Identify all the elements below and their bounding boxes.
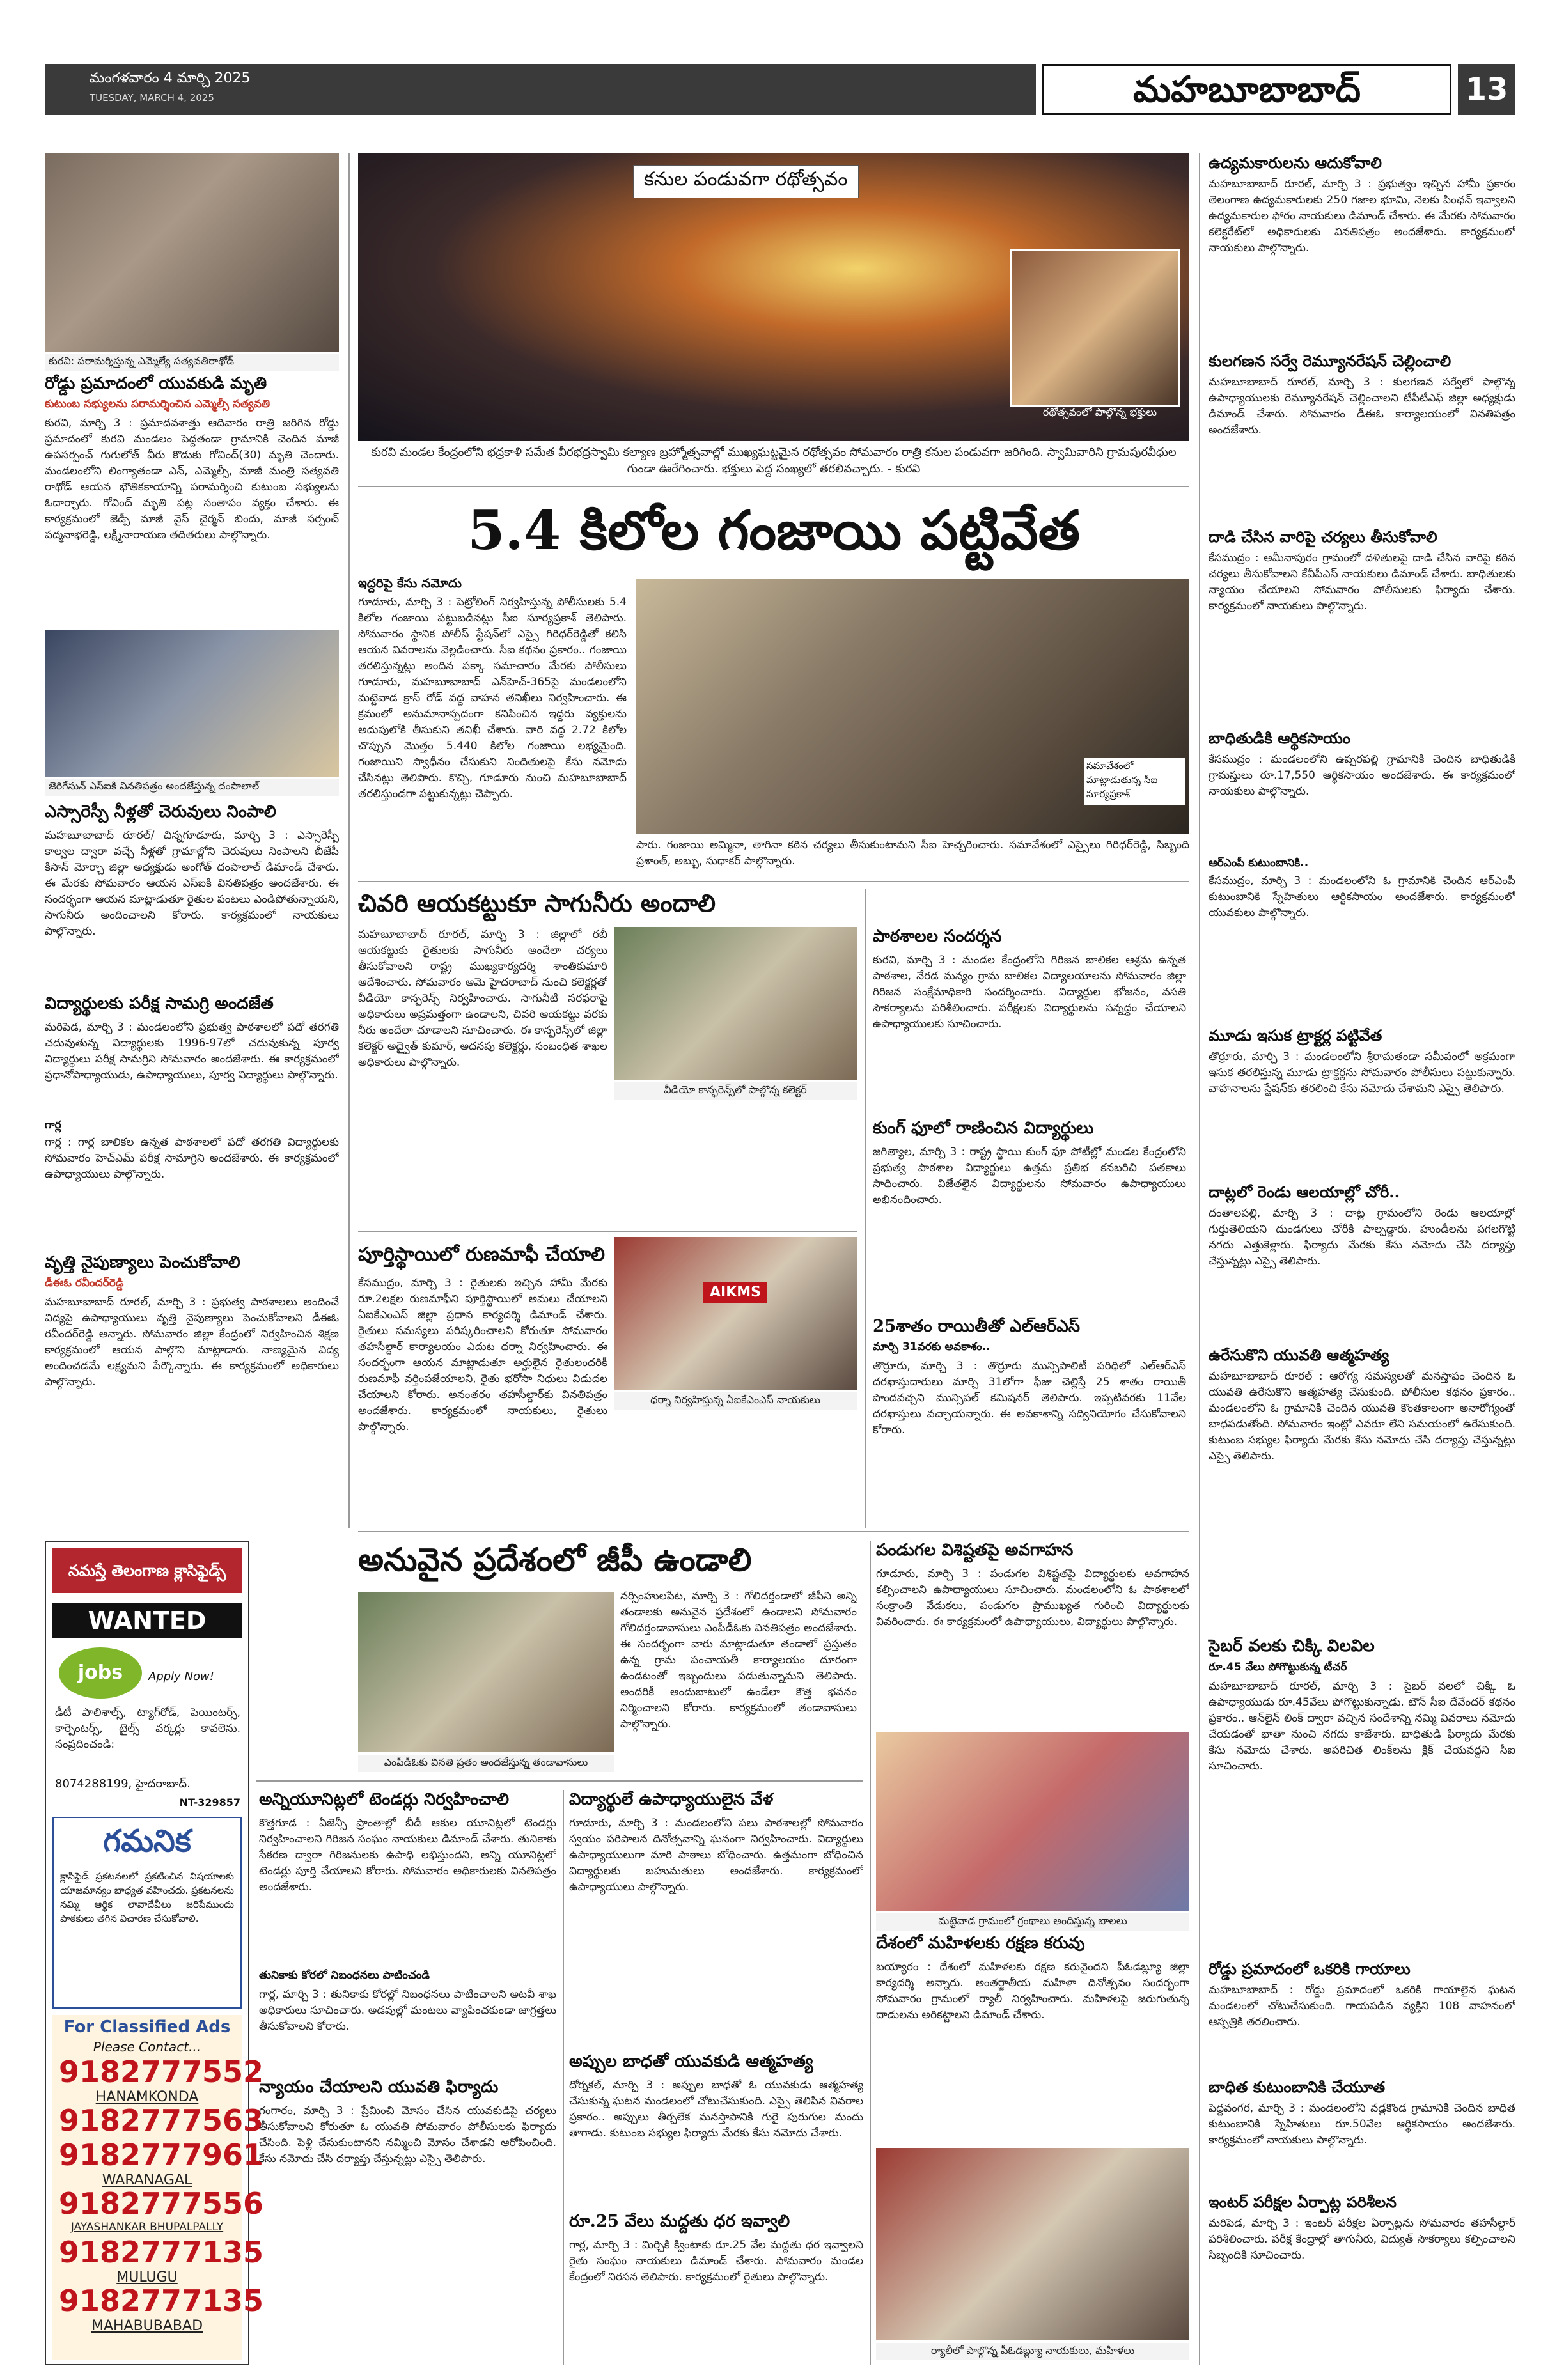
story-headline: రూ.25 వేలు మద్దతు ధర ఇవ్వాలి	[569, 2212, 790, 2231]
section-divider	[256, 1780, 863, 1782]
story-body: మహబూబాబాద్ రూరల్, మార్చి 3 : కులగణన సర్వేలో పాల్గొన్న ఉపాధ్యాయులకు రెమ్యూనరేషన్ చెల్లించాలని టీపీటీఎఫ్ జిల్లా అధ్యక్షుడు డిమాండ్ చేశారు. సోమవారం డీఈఓ కార్యాలయంలో వినతిపత్రం అందజేశారు.	[1209, 376, 1515, 437]
classifieds-column	[45, 1541, 264, 2365]
contact-phone[interactable]: 9182777135	[59, 2283, 264, 2318]
story-headline: రోడ్డు ప్రమాదంలో ఒకరికి గాయాలు	[1209, 1959, 1411, 1978]
contact-city: HANAMKONDA	[95, 2089, 199, 2105]
story-headline: రోడ్డు ప్రమాదంలో యువకుడి మృతి	[45, 374, 267, 393]
classified-contacts	[52, 2015, 264, 2360]
column-divider	[1199, 153, 1200, 2365]
story-body: తొర్రూరు, మార్చి 3 : తొర్రూరు మున్సిపాలిటీ పరిధిలో ఎల్ఆర్ఎస్ దరఖాస్తుదారులు మార్చి 31లోగా ఫీజు చెల్లిస్తే 25 శాతం రాయితీ పొందవచ్చని మున్సిపల్ కమిషనర్ తెలిపారు. ఇప్పటివరకు 11వేల దరఖాస్తులు వచ్చాయన్నారు. ఈ అవకాశాన్ని సద్వినియోగం చేసుకోవాలని కోరారు.	[873, 1360, 1186, 1436]
column-divider	[348, 153, 350, 1528]
masthead-bar	[45, 64, 1036, 115]
jobs-logo	[59, 1647, 142, 1699]
story-body: మహబూబాబాద్ రూరల్, మార్చి 3 : సైబర్ వలలో చిక్కి ఓ ఉపాధ్యాయుడు రూ.45వేలు పోగొట్టుకున్నాడు. టౌన్ సీఐ దేవేందర్ కథనం ప్రకారం.. ఆన్‌లైన్ లింక్ ద్వారా వచ్చిన సందేశాన్ని నమ్మి వివరాలు నమోదు చేయడంతో ఖాతా నుంచి నగదు కాజేశారు. బాధితుడి ఫిర్యాదు మేరకు కేసు నమోదు చేశారు. అపరిచిత లింక్‌లను క్లిక్ చేయవద్దని సీఐ సూచించారు.	[1209, 1680, 1515, 1773]
story-headline: మూడు ఇసుక ట్రాక్టర్ల పట్టివేత	[1209, 1026, 1382, 1045]
lead-banner-caption: కనుల పండువగా రథోత్సవం	[633, 165, 859, 198]
story-headline: దాట్లలో రెండు ఆలయాల్లో చోరీ..	[1209, 1183, 1400, 1201]
story-body: గూడూరు, మార్చి 3 : పండుగల విశిష్టతపై విద్యార్థులకు అవగాహన కల్పించాలని ఉపాధ్యాయులు సూచించారు. మండలంలోని ఓ పాఠశాలలో సంక్రాంతి వేడుకలు, పండుగల ప్రాముఖ్యత గురించి విద్యార్థులకు వివరించారు. ఈ కార్యక్రమంలో ఉపాధ్యాయులు, విద్యార్థులు పాల్గొన్నారు.	[876, 1567, 1189, 1628]
photo-caption: జెరిగేసున్ ఎస్‌ఐకి వినతిపత్రం అందజేస్తున్న దంపాలాల్	[45, 779, 339, 796]
story-body: కురవి, మార్చి 3 : ప్రమాదవశాత్తు ఆదివారం రాత్రి జరిగిన రోడ్డు ప్రమాదంలో కురవి మండలం పెద్దతండా గ్రామానికి చెందిన మాజీ ఉపసర్పంచ్ గుగులోత్ వీరు కొడుకు గోవింద్(30) మృతి చెందారు. మండలంలోని లింగ్యాతండా ఎన్, ఎమ్మెల్సీ, మాజీ మంత్రి సత్యవతి రాథోడ్ ఆయన భౌతికకాయాన్ని పరామర్శించి కుటుంబ సభ్యులను ఓదార్చారు. గోవింద్ మృతి పట్ల సంతాపం వ్యక్తం చేశారు. ఈ కార్యక్రమంలో జెడ్పీ మాజీ వైస్ చైర్మన్ బిందు, మాజీ సర్పంచ్ పద్మనాభరెడ్డి, లక్ష్మీనారాయణ తదితరులు పాల్గొన్నారు.	[45, 417, 339, 541]
ad-code: NT-329857	[179, 1796, 240, 1808]
contact-city: MULUGU	[116, 2269, 178, 2285]
story-body: కేసముద్రం : మండలంలోని ఉప్పరపల్లి గ్రామానికి చెందిన బాధితుడికి గ్రామస్తులు రూ.17,550 ఆర్థికసాయం అందజేశారు. ఈ కార్యక్రమంలో నాయకులు పాల్గొన్నారు.	[1209, 753, 1515, 798]
section-divider	[358, 486, 1189, 487]
contact-phone[interactable]: 9182777135	[59, 2235, 264, 2269]
story-subhead: రూ.45 వేలు పోగొట్టుకున్న టీచర్	[1209, 1661, 1347, 1674]
photo-caption: వీడియో కాన్ఫరెన్స్‌లో పాల్గొన్న కలెక్టర్	[614, 1082, 857, 1100]
photo-condolence	[45, 153, 339, 352]
story-body: దంతాలపల్లి, మార్చి 3 : దాట్ల గ్రామంలోని రెండు ఆలయాల్లో గుర్తుతెలియని దుండగులు చోరీకి పాల్పడ్డారు. హుండీలను పగలగొట్టి నగదు ఎత్తుకెళ్లారు. ఫిర్యాదు మేరకు కేసు నమోదు చేసి దర్యాప్తు చేస్తున్నట్లు ఎస్సై తెలిపారు.	[1209, 1207, 1515, 1268]
story-body: మహబూబాబాద్ : రోడ్డు ప్రమాదంలో ఒకరికి గాయాలైన ఘటన మండలంలో చోటుచేసుకుంది. గాయపడిన వ్యక్తిని 108 వాహనంలో ఆస్పత్రికి తరలించారు.	[1209, 1984, 1515, 2028]
story-subhead: డీఈఓ రవీందర్‌రెడ్డి	[45, 1277, 124, 1289]
contacts-title: For Classified Ads	[63, 2018, 231, 2037]
photo-caption: మట్టెవాడ గ్రామంలో గ్రంథాలు అందిస్తున్న బాలలు	[876, 1913, 1189, 1931]
story-headline: కులగణన సర్వే రెమ్యూనరేషన్ చెల్లించాలి	[1209, 352, 1451, 370]
story-headline: వృత్తి నైపుణ్యాలు పెంచుకోవాలి	[45, 1253, 240, 1272]
contact-city: JAYASHANKAR BHUPALPALLY	[70, 2221, 224, 2234]
photo-farmers-dharna	[614, 1237, 857, 1390]
column-divider	[870, 1541, 871, 2365]
masthead-date-english: TUESDAY, MARCH 4, 2025	[90, 92, 214, 104]
story-body: కేసముద్రం, మార్చి 3 : మండలంలోని ఓ గ్రామానికి చెందిన ఆర్ఎంపీ కుటుంబానికి స్నేహితులు ఆర్థికసాయం అందజేశారు. కార్యక్రమంలో యువకులు పాల్గొన్నారు.	[1209, 875, 1515, 919]
dharna-banner: AIKMS	[703, 1282, 767, 1303]
column-divider	[865, 889, 866, 1528]
photo-caption: ధర్నా నిర్వహిస్తున్న ఏఐకేఎంఎస్ నాయకులు	[614, 1392, 857, 1410]
story-headline: 25శాతం రాయితీతో ఎల్ఆర్ఎస్	[873, 1317, 1080, 1336]
photo-caption: ఎంపీడీఓకు వినతి ప్రతం అందజేస్తున్న తండావాసులు	[358, 1755, 614, 1772]
story-body: మహబూబాబాద్ రూరల్ : ఆరోగ్య సమస్యలతో మనస్తాపం చెందిన ఓ యువతి ఉరేసుకొని ఆత్మహత్య చేసుకుంది. పోలీసుల కథనం ప్రకారం.. మండలంలోని ఓ గ్రామానికి చెందిన యువతి కొంతకాలంగా అనారోగ్యంతో బాధపడుతోంది. సోమవారం ఇంట్లో ఎవరూ లేని సమయంలో ఉరేసుకుంది. కుటుంబ సభ్యుల ఫిర్యాదు మేరకు కేసు నమోదు చేసి దర్యాప్తు చేస్తున్నట్లు ఎస్సై తెలిపారు.	[1209, 1370, 1515, 1463]
story-headline: అప్పుల బాధతో యువకుడి ఆత్మహత్య	[569, 2052, 813, 2071]
contact-city: MAHABUBABAD	[91, 2318, 203, 2334]
notice-title: గమనిక	[103, 1823, 191, 1859]
story-headline: దేశంలో మహిళలకు రక్షణ కరువు	[876, 1934, 1085, 1953]
wanted-label: WANTED	[52, 1603, 242, 1638]
story-body: మరిపెడ, మార్చి 3 : ఇంటర్ పరీక్షల ఏర్పాట్లను సోమవారం తహసీల్దార్ పరిశీలించారు. పరీక్ష కేంద్రాల్లో తాగునీరు, విద్యుత్ సౌకర్యాలు కల్పించాలని సిబ్బందికి సూచించారు.	[1209, 2217, 1515, 2262]
notice-body: క్లాసిఫైడ్ ప్రకటనలలో ప్రకటించిన విషయాలకు యాజమాన్యం బాధ్యత వహించదు. ప్రకటనలను నమ్మి ఆర్థిక లావాదేవీలు జరిపేముందు పాఠకులు తగిన విచారణ చేసుకోవాలి.	[60, 1871, 234, 1924]
wanted-body: డీటీ పాలిశాల్స్, ట్యాగ్‌రోడ్, పెయింటర్స్, కార్పెంటర్స్, టైల్స్ వర్కర్లు కావలెను. సంప్రదించండి:	[55, 1706, 240, 1751]
story-body: గార్ల, మార్చి 3 : తునికాకు కోరల్లో నిబంధనలు పాటించాలని అటవీ శాఖ అధికారులు సూచించారు. అడవుల్లో మంటలు వ్యాపించకుండా జాగ్రత్తలు తీసుకోవాలని కోరారు.	[259, 1988, 556, 2033]
story-headline: విద్యార్థులే ఉపాధ్యాయులైన వేళ	[569, 1790, 774, 1809]
story-subhead: కుటుంబ సభ్యులను పరామర్శించిన ఎమ్మెల్సీ సత్యవతి	[45, 398, 270, 410]
section-divider	[358, 1231, 857, 1232]
story-body: మహబూబాబాద్ రూరల్, మార్చి 3 : ప్రభుత్వం ఇచ్చిన హామీ ప్రకారం తెలంగాణ ఉద్యమకారులకు 250 గజాల భూమి, నెలకు పింఛన్ ఇవ్వాలని ఉద్యమకారుల ఫోరం నాయకులు డిమాండ్ చేశారు. ఈ మేరకు సోమవారం కలెక్టరేట్‌లో అధికారులకు వినతిపత్రం అందజేశారు. కార్యక్రమంలో నాయకులు పాల్గొన్నారు.	[1209, 178, 1515, 254]
main-headline: 5.4 కిలోల గంజాయి పట్టివేత	[467, 499, 1080, 562]
story-dateline: గార్ల	[45, 1119, 61, 1132]
contacts-subtitle: Please Contact...	[93, 2039, 201, 2055]
story-body: బయ్యారం : దేశంలో మహిళలకు రక్షణ కరువైందని పీఓడబ్ల్యూ జిల్లా కార్యదర్శి అన్నారు. అంతర్జాతీయ మహిళా దినోత్సవం సందర్భంగా సోమవారం గ్రామంలో ర్యాలీ నిర్వహించారు. మహిళలపై జరుగుతున్న దాడులను అరికట్టాలని డిమాండ్ చేశారు.	[876, 1961, 1189, 2021]
story-body: నర్సింహులపేట, మార్చి 3 : గోలిదర్తండాలో జీపీని అన్ని తండాలకు అనువైన ప్రదేశంలో ఉండాలని సోమవారం గోలిదర్తండావాసులు ఎంపీడీఓకు వినతిపత్రం అందజేశారు. ఈ సందర్భంగా వారు మాట్లాడుతూ తండాలో ప్రస్తుతం ఉన్న గ్రామ పంచాయతీ కార్యాలయం దూరంగా ఉండటంతో ఇబ్బందులు పడుతున్నామని తెలిపారు. అందరికీ అందుబాటులో ఉండేలా కొత్త భవనం నిర్మించాలని కోరారు. కార్యక్రమంలో తండావాసులు పాల్గొన్నారు.	[620, 1590, 857, 1731]
story-headline: న్యాయం చేయాలని యువతి ఫిర్యాదు	[259, 2078, 499, 2097]
story-body: గార్ల, మార్చి 3 : మిర్చికి క్వింటాకు రూ.25 వేల మద్దతు ధర ఇవ్వాలని రైతు సంఘం నాయకులు డిమాండ్ చేశారు. సోమవారం మండల కేంద్రంలో నిరసన తెలిపారు. కార్యక్రమంలో రైతులు పాల్గొన్నారు.	[569, 2239, 863, 2283]
story-body: తొర్రూరు, మార్చి 3 : మండలంలోని శ్రీరామతండా సమీపంలో అక్రమంగా ఇసుక తరలిస్తున్న మూడు ట్రాక్టర్లను సోమవారం పోలీసులు పట్టుకున్నారు. వాహనాలను స్టేషన్‌కు తరలించి కేసు నమోదు చేశామని ఎస్సై తెలిపారు.	[1209, 1050, 1515, 1095]
photo-petition	[45, 630, 339, 777]
story-body: గూడూరు, మార్చి 3 : మండలంలోని పలు పాఠశాలల్లో సోమవారం స్వయం పరిపాలన దినోత్సవాన్ని ఘనంగా నిర్వహించారు. విద్యార్థులు ఉపాధ్యాయులుగా మారి పాఠాలు బోధించారు. ఉత్తమంగా బోధించిన విద్యార్థులకు బహుమతులు అందజేశారు. కార్యక్రమంలో ఉపాధ్యాయులు పాల్గొన్నారు.	[569, 1817, 863, 1894]
page-number: 13	[1458, 64, 1515, 115]
photo-caption: కురవి: పరామర్శిస్తున్న ఎమ్మెల్యే సత్యవతిరాథోడ్	[45, 354, 339, 371]
story-headline: పండుగల విశిష్టతపై అవగాహన	[876, 1541, 1074, 1560]
story-headline: పూర్తిస్థాయిలో రుణమాఫీ చేయాలి	[358, 1243, 606, 1266]
story-body: కేసముద్రం : అమీనాపురం గ్రామంలో దళితులపై దాడి చేసిన వారిపై కఠిన చర్యలు తీసుకోవాలని కేవీపీఎస్ నాయకులు డిమాండ్ చేశారు. బాధితులకు న్యాయం చేయాలని సోమవారం పోలీసులకు ఫిర్యాదు చేశారు. కార్యక్రమంలో నాయకులు పాల్గొన్నారు.	[1209, 552, 1515, 612]
story-headline: ఉద్యమకారులను ఆదుకోవాలి	[1209, 153, 1382, 172]
story-headline: బాధిత కుటుంబానికి చేయూత	[1209, 2078, 1386, 2096]
contact-phone[interactable]: 9182777961	[59, 2138, 264, 2172]
story-body: కొత్తగూడ : ఏజెన్సీ ప్రాంతాల్లో బీడీ ఆకుల యూనిట్లలో టెండర్లు నిర్వహించాలని గిరిజన సంఘం నాయకులు డిమాండ్ చేశారు. తునికాకు సేకరణ ద్వారా గిరిజనులకు ఉపాధి లభిస్తుందని, అన్ని యూనిట్లలో టెండర్లు పూర్తి చేయాలని కోరారు. సోమవారం అధికారులకు వినతిపత్రం అందజేశారు.	[259, 1817, 556, 1894]
photo-children-books	[876, 1732, 1189, 1911]
story-headline: విద్యార్థులకు పరీక్ష సామగ్రి అందజేత	[45, 994, 274, 1013]
photo-video-conference	[614, 927, 857, 1080]
story-body: గార్ల : గార్ల బాలికల ఉన్నత పాఠశాలలో పదో తరగతి విద్యార్థులకు సోమవారం హెచ్ఎమ్ పరీక్ష సామాగ్రిని అందజేశారు. ఈ కార్యక్రమంలో ఉపాధ్యాయులు పాల్గొన్నారు.	[45, 1136, 339, 1181]
edition-title: మహబూబాబాద్	[1042, 64, 1451, 115]
story-headline: బాధితుడికి ఆర్థికసాయం	[1209, 729, 1350, 747]
jobs-tagline: Apply Now!	[148, 1670, 214, 1683]
lead-photo-caption: కురవి మండల కేంద్రంలోని భద్రకాళి సమేత వీరభద్రస్వామి కల్యాణ బ్రహ్మోత్సవాల్లో ముఖ్యఘట్టమైన రథోత్సవం సోమవారం రాత్రి కనుల పండువగా జరిగింది. స్వామివారిని గ్రామపురవీధుల గుండా ఊరేగించారు. భక్తులు పెద్ద సంఖ్యలో తరలివచ్చారు. - కురవి	[371, 446, 1177, 476]
story-body: దోర్నకల్, మార్చి 3 : అప్పుల బాధతో ఓ యువకుడు ఆత్మహత్య చేసుకున్న ఘటన మండలంలో చోటుచేసుకుంది. ఎస్సై తెలిపిన వివరాల ప్రకారం.. అప్పులు తీర్చలేక మనస్తాపానికి గురై పురుగుల మందు తాగాడు. కుటుంబ సభ్యుల ఫిర్యాదు మేరకు కేసు నమోదు చేశారు.	[569, 2079, 863, 2140]
story-subhead: తునికాకు కోరలో నిబంధనలు పాటించండి	[259, 1969, 430, 1982]
story-headline: చివరి ఆయకట్టుకూ సాగునీరు అందాలి	[358, 889, 716, 917]
classifieds-brand: నమస్తే తెలంగాణ క్లాసిఫైడ్స్	[52, 1548, 242, 1593]
contact-phone[interactable]: 9182777552	[59, 2055, 264, 2089]
photo-tanda-residents	[358, 1592, 614, 1752]
main-story-body-continued: పారు. గంజాయి అమ్మినా, తాగినా కఠిన చర్యలు తీసుకుంటామని సీఐ హెచ్చరించారు. సమావేశంలో ఎస్సైలు గిరిధర్‌రెడ్డి, సిబ్బంది ప్రశాంత్, అబ్బు, సుధాకర్ పాల్గొన్నారు.	[636, 839, 1189, 867]
story-headline: ఎస్సారెస్పీ నీళ్లతో చెరువులు నింపాలి	[45, 802, 276, 821]
story-subhead: ఆర్ఎంపీ కుటుంబానికి..	[1209, 857, 1309, 869]
story-subhead: మార్చి 31వరకు అవకాశం..	[873, 1341, 990, 1353]
inset-caption: రథోత్సవంలో పాల్గొన్న భక్తులు	[1042, 406, 1157, 418]
lead-photo-chariot-festival	[358, 153, 1189, 441]
inset-photo-devotees	[1010, 249, 1180, 407]
story-body: కురవి, మార్చి 3 : మండల కేంద్రంలోని గిరిజన బాలికల ఆశ్రమ ఉన్నత పాఠశాల, నేరడ మన్యం గ్రామ బాలికల విద్యాలయాలను సోమవారం జిల్లా గిరిజన సంక్షేమాధికారి సందర్శించారు. విద్యార్థుల భోజనం, వసతి సౌకర్యాలను పరిశీలించారు. పరీక్షలకు విద్యార్థులను సన్నద్ధం చేయాలని ఉపాధ్యాయులకు సూచించారు.	[873, 954, 1186, 1031]
masthead	[45, 64, 1515, 115]
story-headline: అనువైన ప్రదేశంలో జీపీ ఉండాలి	[358, 1541, 752, 1578]
jobs-logo-text: jobs	[77, 1661, 123, 1684]
story-headline: ఇంటర్ పరీక్షల ఏర్పాట్ల పరిశీలన	[1209, 2193, 1397, 2211]
story-headline: దాడి చేసిన వారిపై చర్యలు తీసుకోవాలి	[1209, 527, 1437, 546]
photo-caption: సమావేశంలో మాట్లాడుతున్న సీఐ సూర్యప్రకాశ్	[1084, 758, 1185, 805]
story-headline: కుంగ్ ఫూలో రాణించిన విద్యార్థులు	[873, 1119, 1094, 1138]
photo-women-rally	[876, 2148, 1189, 2340]
main-subhead: ఇద్దరిపై కేసు నమోదు	[358, 575, 462, 591]
story-body: పెద్దవంగర, మార్చి 3 : మండలంలోని వడ్లకొండ గ్రామానికి చెందిన బాధిత కుటుంబానికి స్నేహితులు రూ.50వేల ఆర్థికసాయం అందజేశారు. కార్యక్రమంలో నాయకులు పాల్గొన్నారు.	[1209, 2102, 1515, 2147]
story-headline: సైబర్ వలకు చిక్కి విలవిల	[1209, 1637, 1375, 1656]
story-body: మహబూబాబాద్ రూరల్, మార్చి 3 : జిల్లాలో రబీ ఆయకట్టుకు రైతులకు సాగునీరు అందేలా చర్యలు తీసుకోవాలని రాష్ట్ర ముఖ్యకార్యదర్శి శాంతికుమారి ఆదేశించారు. సోమవారం ఆమె హైదరాబాద్ నుంచి కలెక్టర్లతో వీడియో కాన్ఫరెన్స్ నిర్వహించారు. సాగునీటి సరఫరాపై అధికారులు అప్రమత్తంగా ఉండాలని, చివరి ఆయకట్టు వరకు నీరు అందేలా చూడాలని సూచించారు. ఈ కాన్ఫరెన్స్‌లో జిల్లా కలెక్టర్ అద్వైత్ కుమార్, అదనపు కలెక్టర్లు, సంబంధిత శాఖల అధికారులు పాల్గొన్నారు.	[358, 928, 607, 1069]
photo-police-briefing	[636, 579, 1189, 834]
contact-phone[interactable]: 9182777563	[59, 2103, 264, 2138]
photo-caption: ర్యాలీలో పాల్గొన్న పీఓడబ్ల్యూ నాయకులు, మహిళలు	[876, 2343, 1189, 2360]
story-body: జగిత్యాల, మార్చి 3 : రాష్ట్ర స్థాయి కుంగ్ ఫూ పోటీల్లో మండల కేంద్రంలోని ప్రభుత్వ పాఠశాల విద్యార్థులు ఉత్తమ ప్రతిభ కనబరిచి పతకాలు సాధించారు. విజేతలైన విద్యార్థులను సోమవారం ఉపాధ్యాయులు అభినందించారు.	[873, 1146, 1186, 1206]
notice-box	[52, 1817, 242, 2009]
story-body: మరిపెడ, మార్చి 3 : మండలంలోని ప్రభుత్వ పాఠశాలలో పదో తరగతి చదువుతున్న విద్యార్థులకు 1996-97లో చదువుకున్న పూర్వ విద్యార్థులు పరీక్ష సామగ్రిని సోమవారం అందజేశారు. ఈ కార్యక్రమంలో ప్రధానోపాధ్యాయుడు, ఉపాధ్యాయులు, పూర్వ విద్యార్థులు పాల్గొన్నారు.	[45, 1021, 339, 1082]
masthead-date: మంగళవారం 4 మార్చి 2025	[90, 70, 251, 86]
story-body: గంగారం, మార్చి 3 : ప్రేమించి మోసం చేసిన యువకుడిపై చర్యలు తీసుకోవాలని కోరుతూ ఓ యువతి సోమవారం పోలీసులకు ఫిర్యాదు చేసింది. పెళ్లి చేసుకుంటానని నమ్మించి మోసం చేశాడని ఆరోపించింది. కేసు నమోదు చేసి దర్యాప్తు చేస్తున్నట్లు ఎస్సై తెలిపారు.	[259, 2104, 556, 2165]
story-headline: పాఠశాలల సందర్శన	[873, 927, 1002, 946]
contact-phone[interactable]: 9182777556	[59, 2186, 264, 2221]
story-body: మహబూబాబాద్ రూరల్, మార్చి 3 : ప్రభుత్వ పాఠశాలలు అందించే విద్యపై ఉపాధ్యాయులు వృత్తి నైపుణ్యాలు పెంచుకోవాలని డీఈఓ రవీందర్‌రెడ్డి అన్నారు. సోమవారం జిల్లా కేంద్రంలో నిర్వహించిన శిక్షణ కార్యక్రమంలో ఆయన పాల్గొని మాట్లాడారు. నాణ్యమైన విద్య అందించడమే లక్ష్యమని పేర్కొన్నారు. ఈ కార్యక్రమంలో అధికారులు పాల్గొన్నారు.	[45, 1296, 339, 1388]
story-headline: ఉరేసుకొని యువతి ఆత్మహత్య	[1209, 1346, 1389, 1364]
story-body: మహబూబాబాద్ రూరల్/ చిన్నగూడూరు, మార్చి 3 : ఎస్సారెస్పీ కాల్వల ద్వారా వచ్చే నీళ్లతో గ్రామాల్లోని చెరువులు నింపాలని బీజేపీ కిసాన్ మోర్చా జిల్లా అధ్యక్షుడు అంగోత్ దంపాలాల్ డిమాండ్ చేశారు. ఈ మేరకు సోమవారం ఆయన ఎస్‌ఐకి వినతిపత్రం అందజేశారు. ఈ సందర్భంగా ఆయన మాట్లాడుతూ రైతుల పంటలు ఎండిపోతున్నాయని, సాగునీరు అందించాలని కోరారు. కార్యక్రమంలో నాయకులు పాల్గొన్నారు.	[45, 829, 339, 938]
section-divider	[358, 1531, 1189, 1532]
main-story-body: గూడూరు, మార్చి 3 : పెట్రోలింగ్ నిర్వహిస్తున్న పోలీసులకు 5.4 కిలోల గంజాయి పట్టుబడినట్లు సీఐ సూర్యప్రకాశ్ తెలిపారు. సోమవారం స్థానిక పోలీస్ స్టేషన్‌లో ఎస్సై గిరిధర్‌రెడ్డితో కలిసి ఆయన వివరాలను వెల్లడించారు. సీఐ కథనం ప్రకారం.. గంజాయి తరలిస్తున్నట్లు అందిన పక్కా సమాచారం మేరకు పోలీసులు గూడూరు, మహబూబాబాద్ ఎన్‌హెచ్-365పై మండలంలోని మట్టెవాడ క్రాస్ రోడ్ వద్ద వాహన తనిఖీలు నిర్వహించారు. ఈ క్రమంలో అనుమానాస్పదంగా కనిపించిన ఇద్దరు వ్యక్తులను అదుపులోకి తీసుకుని తనిఖీ చేశారు. వారి వద్ద 2.72 కిలోల చొప్పున మొత్తం 5.440 కిలోల గంజాయి లభ్యమైంది. గంజాయిని స్వాధీనం చేసుకుని నిందితులపై కేసు నమోదు చేసినట్లు తెలిపారు. కొచ్చి, గూడూరు నుంచి మహబూబాబాద్ తరలిస్తుండగా పట్టుకున్నట్లు చెప్పారు.	[358, 596, 627, 800]
contact-city: WARANAGAL	[102, 2172, 192, 2188]
story-headline: అన్నియూనిట్లలో టెండర్లు నిర్వహించాలి	[259, 1790, 510, 1809]
wanted-phone: 8074288199, హైదరాబాద్.	[55, 1777, 191, 1791]
section-divider	[358, 881, 1189, 882]
column-divider	[563, 1790, 564, 2365]
story-body: కేసముద్రం, మార్చి 3 : రైతులకు ఇచ్చిన హామీ మేరకు రూ.2లక్షల రుణమాఫీని పూర్తిస్థాయిలో అమలు చేయాలని ఏఐకేఎంఎస్ జిల్లా ప్రధాన కార్యదర్శి డిమాండ్ చేశారు. రైతులు సమస్యలు పరిష్కరించాలని కోరుతూ సోమవారం తహసీల్దార్ కార్యాలయం ఎదుట ధర్నా నిర్వహించారు. ఈ సందర్భంగా ఆయన మాట్లాడుతూ అర్హులైన రైతులందరికీ రుణమాఫీ వర్తింపజేయాలని, రైతు భరోసా నిధులు విడుదల చేయాలని కోరారు. అనంతరం తహసీల్దార్‌కు వినతిపత్రం అందజేశారు. కార్యక్రమంలో నాయకులు, రైతులు పాల్గొన్నారు.	[358, 1277, 607, 1433]
